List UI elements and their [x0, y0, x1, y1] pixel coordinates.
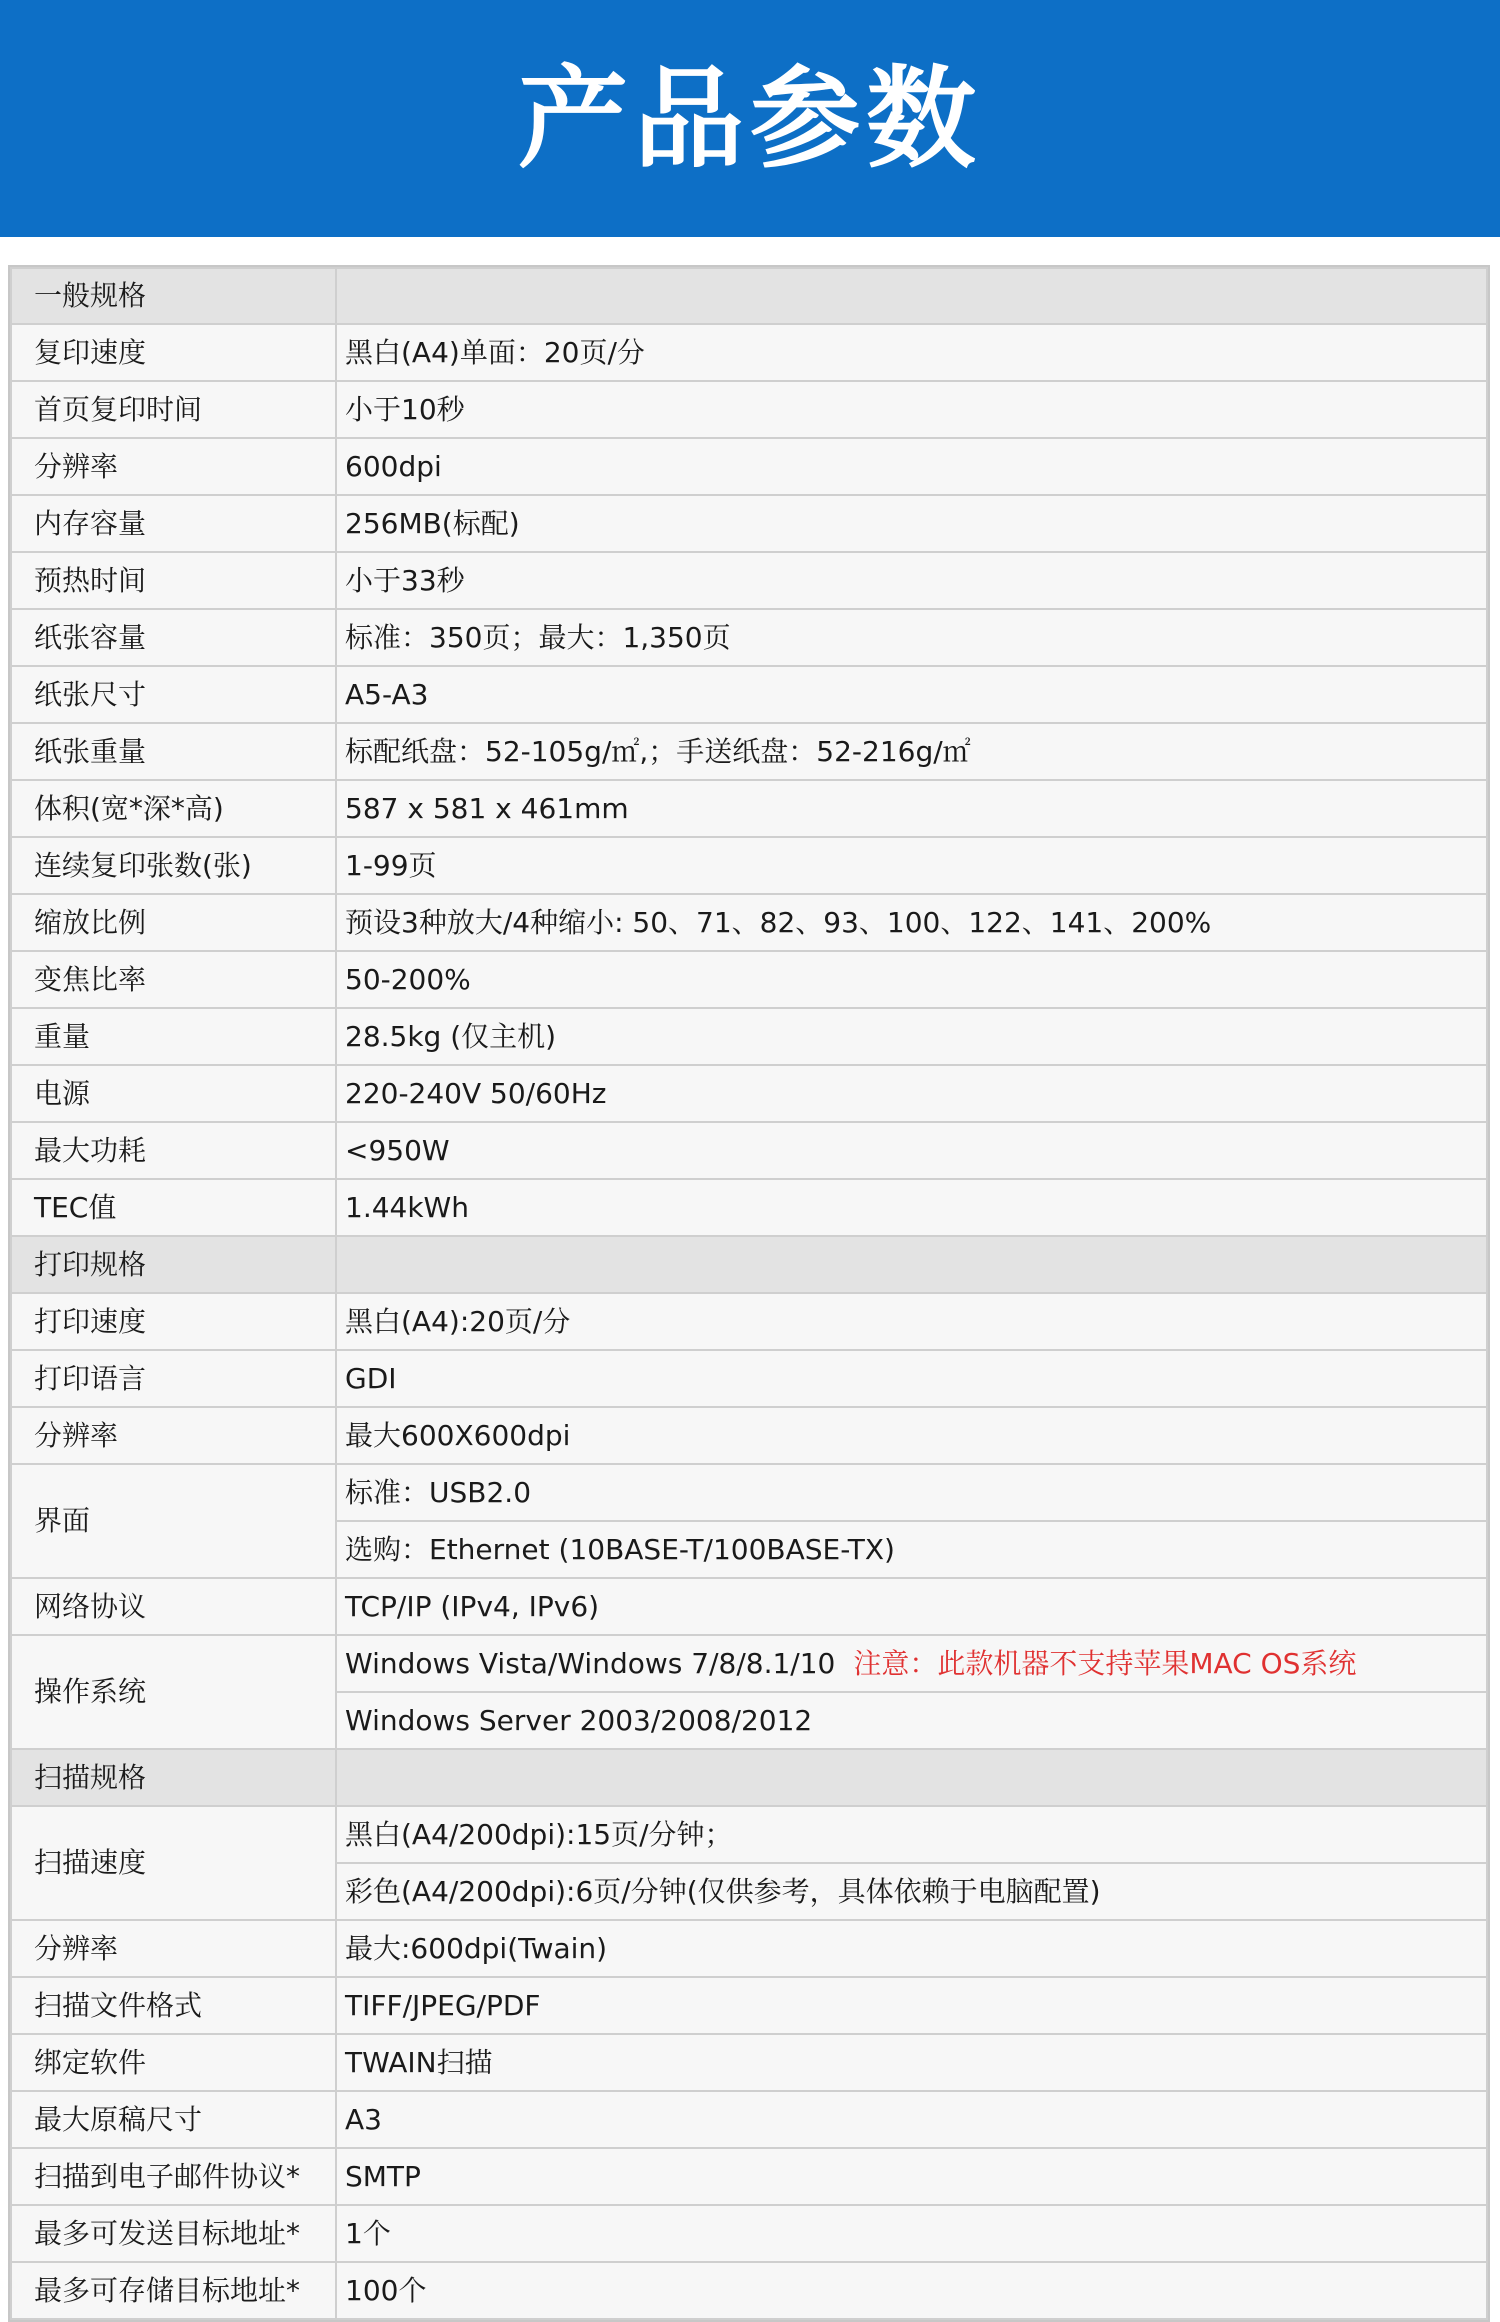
- os-warning-note: 注意：此款机器不支持苹果MAC OS系统: [853, 1646, 1357, 1680]
- row-value: <950W: [336, 1122, 1487, 1179]
- table-row: [11, 951, 1487, 1008]
- row-value: SMTP: [336, 2148, 1487, 2205]
- section-label: 一般规格: [11, 268, 336, 324]
- row-value: A5-A3: [336, 666, 1487, 723]
- row-label: 重量: [11, 1008, 336, 1065]
- row-label: 复印速度: [11, 324, 336, 381]
- table-row: [11, 1065, 1487, 1122]
- row-value: 28.5kg (仅主机): [336, 1008, 1487, 1065]
- table-row: [11, 1635, 1487, 1692]
- row-value: 小于33秒: [336, 552, 1487, 609]
- row-label: 打印语言: [11, 1350, 336, 1407]
- table-row: [11, 438, 1487, 495]
- table-row: [11, 723, 1487, 780]
- row-label: 网络协议: [11, 1578, 336, 1635]
- section-header-general: [11, 268, 1487, 324]
- table-row: [11, 2091, 1487, 2148]
- row-label: 分辨率: [11, 1920, 336, 1977]
- row-label: 界面: [11, 1464, 336, 1578]
- row-value: [336, 1635, 1487, 1692]
- table-row: [11, 552, 1487, 609]
- os-value: Windows Vista/Windows 7/8/8.1/10: [345, 1646, 836, 1680]
- row-label: 内存容量: [11, 495, 336, 552]
- section-empty-cell: [336, 268, 1487, 324]
- section-label: 打印规格: [11, 1236, 336, 1293]
- row-label: 最大功耗: [11, 1122, 336, 1179]
- table-row: [11, 324, 1487, 381]
- row-label: 首页复印时间: [11, 381, 336, 438]
- row-value: 标准：USB2.0: [336, 1464, 1487, 1521]
- row-value: 256MB(标配): [336, 495, 1487, 552]
- row-value: 1个: [336, 2205, 1487, 2262]
- section-header-scan: [11, 1749, 1487, 1806]
- section-header-print: [11, 1236, 1487, 1293]
- row-value: 黑白(A4/200dpi):15页/分钟；: [336, 1806, 1487, 1863]
- row-value: 彩色(A4/200dpi):6页/分钟(仅供参考，具体依赖于电脑配置): [336, 1863, 1487, 1920]
- row-label: 最大原稿尺寸: [11, 2091, 336, 2148]
- table-row: [11, 780, 1487, 837]
- row-label: 最多可发送目标地址*: [11, 2205, 336, 2262]
- table-row: [11, 1008, 1487, 1065]
- row-label: 电源: [11, 1065, 336, 1122]
- table-row: [11, 1806, 1487, 1863]
- row-value: 标准：350页；最大：1,350页: [336, 609, 1487, 666]
- row-label: 扫描速度: [11, 1806, 336, 1920]
- table-row: [11, 2148, 1487, 2205]
- spec-table: [8, 265, 1490, 2322]
- row-value: 1-99页: [336, 837, 1487, 894]
- table-row: [11, 1920, 1487, 1977]
- row-label: TEC值: [11, 1179, 336, 1236]
- row-label: 纸张重量: [11, 723, 336, 780]
- row-value: 最大600X600dpi: [336, 1407, 1487, 1464]
- table-row: [11, 1578, 1487, 1635]
- row-value: 小于10秒: [336, 381, 1487, 438]
- row-label: 纸张容量: [11, 609, 336, 666]
- row-value: Windows Server 2003/2008/2012: [336, 1692, 1487, 1749]
- table-row: [11, 381, 1487, 438]
- table-row: [11, 2262, 1487, 2319]
- row-value: A3: [336, 2091, 1487, 2148]
- row-label: 分辨率: [11, 438, 336, 495]
- table-row: [11, 1179, 1487, 1236]
- title-banner: [0, 0, 1500, 237]
- row-label: 扫描到电子邮件协议*: [11, 2148, 336, 2205]
- table-row: [11, 1407, 1487, 1464]
- row-label: 连续复印张数(张): [11, 837, 336, 894]
- row-label: 缩放比例: [11, 894, 336, 951]
- row-label: 变焦比率: [11, 951, 336, 1008]
- table-row: [11, 1122, 1487, 1179]
- row-value: 587 x 581 x 461mm: [336, 780, 1487, 837]
- page-title: 产品参数: [518, 54, 982, 183]
- table-row: [11, 1464, 1487, 1521]
- row-value: 600dpi: [336, 438, 1487, 495]
- table-row: [11, 495, 1487, 552]
- row-label: 打印速度: [11, 1293, 336, 1350]
- table-row: [11, 894, 1487, 951]
- row-value: 1.44kWh: [336, 1179, 1487, 1236]
- table-row: [11, 666, 1487, 723]
- row-value: 黑白(A4):20页/分: [336, 1293, 1487, 1350]
- section-empty-cell: [336, 1749, 1487, 1806]
- row-value: TCP/IP (IPv4, IPv6): [336, 1578, 1487, 1635]
- row-value: 选购：Ethernet (10BASE-T/100BASE-TX): [336, 1521, 1487, 1578]
- table-row: [11, 1977, 1487, 2034]
- row-value: TWAIN扫描: [336, 2034, 1487, 2091]
- row-label: 绑定软件: [11, 2034, 336, 2091]
- row-value: 预设3种放大/4种缩小: 50、71、82、93、100、122、141、200%: [336, 894, 1487, 951]
- table-row: [11, 2034, 1487, 2091]
- row-value: 黑白(A4)单面：20页/分: [336, 324, 1487, 381]
- row-value: 220-240V 50/60Hz: [336, 1065, 1487, 1122]
- table-row: [11, 2205, 1487, 2262]
- row-value: TIFF/JPEG/PDF: [336, 1977, 1487, 2034]
- row-value: 100个: [336, 2262, 1487, 2319]
- row-value: GDI: [336, 1350, 1487, 1407]
- row-label: 扫描文件格式: [11, 1977, 336, 2034]
- row-label: 纸张尺寸: [11, 666, 336, 723]
- table-row: [11, 1350, 1487, 1407]
- row-label: 体积(宽*深*高): [11, 780, 336, 837]
- row-label: 分辨率: [11, 1407, 336, 1464]
- row-label: 最多可存储目标地址*: [11, 2262, 336, 2319]
- spec-table-body: [11, 268, 1487, 2319]
- row-label: 预热时间: [11, 552, 336, 609]
- section-label: 扫描规格: [11, 1749, 336, 1806]
- table-row: [11, 609, 1487, 666]
- row-value: 50-200%: [336, 951, 1487, 1008]
- table-row: [11, 837, 1487, 894]
- row-value: 最大:600dpi(Twain): [336, 1920, 1487, 1977]
- table-row: [11, 1293, 1487, 1350]
- section-empty-cell: [336, 1236, 1487, 1293]
- row-value: 标配纸盘：52-105g/㎡,；手送纸盘：52-216g/㎡: [336, 723, 1487, 780]
- row-label: 操作系统: [11, 1635, 336, 1749]
